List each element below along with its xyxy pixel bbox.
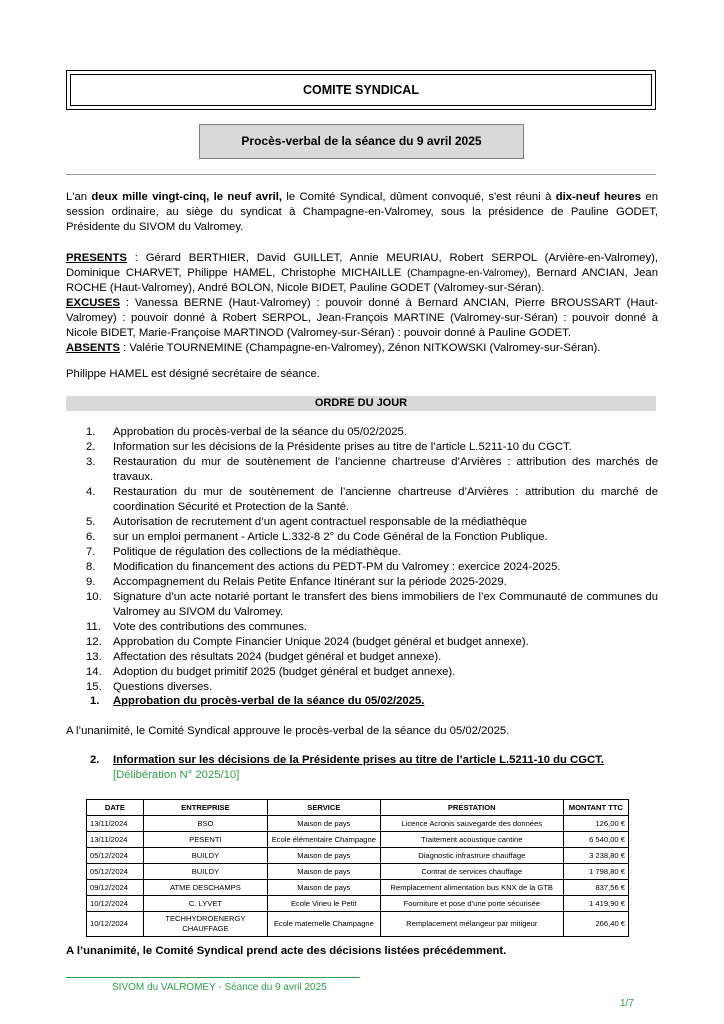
col-company: ENTREPRISE [143, 800, 267, 816]
session-subtitle: Procès-verbal de la séance du 9 avril 2025 [199, 124, 524, 159]
footer-rule [66, 977, 360, 978]
list-item: 11. Vote des contributions des communes. [86, 621, 308, 633]
list-item: 9. Accompagnement du Relais Petite Enfance Itinérant sur la période 2025-2029. [86, 576, 507, 588]
section-2-conclusion: A l’unanimité, le Comité Syndical prend acte des décisions listées précédemment. [66, 945, 507, 957]
presents-label: PRESENTS [66, 252, 127, 264]
list-item: 6. sur un emploi permanent - Article L.332-8 2° du Code Général de la Fonction Publique. [86, 531, 548, 543]
excuses-label: EXCUSES [66, 297, 120, 309]
list-item: 12. Approbation du Compte Financier Unique 2024 (budget général et budget annexe). [86, 636, 529, 648]
intro-text-1: L'an [66, 191, 92, 203]
decisions-table [86, 799, 629, 937]
absents-text: : Valérie TOURNEMINE (Champagne-en-Valromey), Zénon NITKOWSKI (Valromey-sur-Séran). [119, 342, 601, 354]
table-header-row [87, 800, 629, 816]
attendance-block [66, 251, 658, 356]
list-item: 10. Signature d’un acte notarié portant le transfert des biens immobiliers de l’ex Communauté de communes du Valromey au SIVOM du Valromey. [86, 591, 658, 618]
list-item: 2. Information sur les décisions de la Présidente prises au titre de l’article L.5211-10 du CGCT. [86, 441, 572, 453]
excuses-text: : Vanessa BERNE (Haut-Valromey) : pouvoir donné à Bernard ANCIAN, Pierre BROUSSART (Haut-Valromey) : pouvoir donné à Robert SERPOL, Jean-François MARTINE (Valromey-sur-Séran) : pouvoir donné à Nicole BIDET, Marie-Françoise MARTINOD (Valromey-sur-Séran) : pouvoir donné à Pauline GODET. [66, 297, 658, 339]
intro-hour: dix-neuf heures [555, 191, 642, 203]
presents-line [66, 251, 658, 296]
agenda-title: ORDRE DU JOUR [66, 396, 656, 411]
table-row: 09/12/2024 ATME DESCHAMPS Maison de pays Remplacement alimentation bus KNX de la GTB 837,56 € [87, 880, 629, 896]
footer-text: SIVOM du VALROMEY - Séance du 9 avril 2025 [112, 982, 327, 993]
section-2-heading [86, 753, 658, 783]
intro-text-2: le Comité Syndical, dûment convoqué, s'est réuni à [282, 191, 556, 203]
col-service: SERVICE [267, 800, 380, 816]
table-row: 13/11/2024 PESENTI Ecole élémentaire Champagne Traitement acoustique cantine 6 540,00 € [87, 832, 629, 848]
deliberation-ref: [Délibération N° 2025/10] [113, 769, 240, 781]
section-1-number: 1. [90, 695, 100, 707]
list-item: 14. Adoption du budget primitif 2025 (budget général et budget annexe). [86, 666, 456, 678]
section-2-title: Information sur les décisions de la Présidente prises au titre de l’article L.5211-10 du CGCT. [113, 754, 604, 766]
presents-text-a: : Gérard BERTHIER, David GUILLET, Annie MEURIAU, Robert SERPOL (Arvière-en-Valromey), Dominique CHARVET, Philippe HAMEL, Christophe MICHAILLE [66, 252, 658, 279]
section-2-number: 2. [90, 754, 100, 766]
table-row: 05/12/2024 BUILDY Maison de pays Contrat de services chauffage 1 798,80 € [87, 864, 629, 880]
presents-commune: (Champagne-en-Valromey) [407, 268, 528, 279]
title-frame [66, 70, 656, 110]
list-item: 5. Autorisation de recrutement d’un agent contractuel responsable de la médiathèque [86, 516, 527, 528]
col-amount: MONTANT TTC [563, 800, 628, 816]
table-row: 05/12/2024 BUILDY Maison de pays Diagnostic infrastrure chauffage 3 238,80 € [87, 848, 629, 864]
list-item: 13. Affectation des résultats 2024 (budget général et budget annexe). [86, 651, 442, 663]
intro-date: deux mille vingt-cinq, le neuf avril, [91, 191, 283, 203]
excuses-line [66, 296, 658, 341]
list-item: 3. Restauration du mur de soutènement de l’ancienne chartreuse d’Arvières : attribution des marchés de travaux. [86, 456, 658, 483]
table-row: 10/12/2024 C. LYVET Ecole Virieu le Petit Fourniture et pose d’une porte sécurisée 1 419,90 € [87, 896, 629, 912]
intro-paragraph [66, 190, 658, 235]
section-1-body: A l’unanimité, le Comité Syndical approuve le procès-verbal de la séance du 05/02/2025. [66, 725, 510, 737]
col-date: DATE [87, 800, 144, 816]
section-1-title: Approbation du procès-verbal de la séance du 05/02/2025. [113, 695, 425, 707]
secretary-line: Philippe HAMEL est désigné secrétaire de séance. [66, 368, 320, 380]
page-number: 1/7 [620, 998, 634, 1009]
col-service-detail: PRESTATION [380, 800, 563, 816]
agenda-list [86, 425, 658, 695]
absents-label: ABSENTS [66, 342, 120, 354]
table-row: 13/11/2024 BSO Maison de pays Licence Acronis sauvegarde des données 126,00 € [87, 816, 629, 832]
table-row: 10/12/2024 TECHHYDROENERGY CHAUFFAGE Ecole maternelle Champagne Remplacement mélangeur par mitigeur 266,40 € [87, 912, 629, 937]
list-item: 8. Modification du financement des actions du PEDT-PM du Valromey : exercice 2024-2025. [86, 561, 561, 573]
absents-line [66, 341, 658, 356]
list-item: 7. Politique de régulation des collections de la médiathèque. [86, 546, 402, 558]
intro-text-3: en session ordinaire, au siège du syndicat à Champagne-en-Valromey, sous la présidence de Pauline GODET, Présidente du SIVOM du Valromey. [66, 191, 658, 233]
presents-text-b: , Bernard ANCIAN, Jean ROCHE (Haut-Valromey), André BOLON, Nicole BIDET, Pauline GODET (Valromey-sur-Séran). [66, 267, 658, 294]
list-item: 1. Approbation du procès-verbal de la séance du 05/02/2025. [86, 426, 407, 438]
list-item: 4. Restauration du mur de soutènement de l’ancienne chartreuse d’Arvières : attribution du marché de coordination Sécurité et Protection de la Santé. [86, 486, 658, 513]
separator-top [66, 174, 656, 175]
section-1-heading [86, 694, 658, 709]
document-title: COMITE SYNDICAL [70, 74, 652, 106]
list-item: 15. Questions diverses. [86, 681, 213, 693]
